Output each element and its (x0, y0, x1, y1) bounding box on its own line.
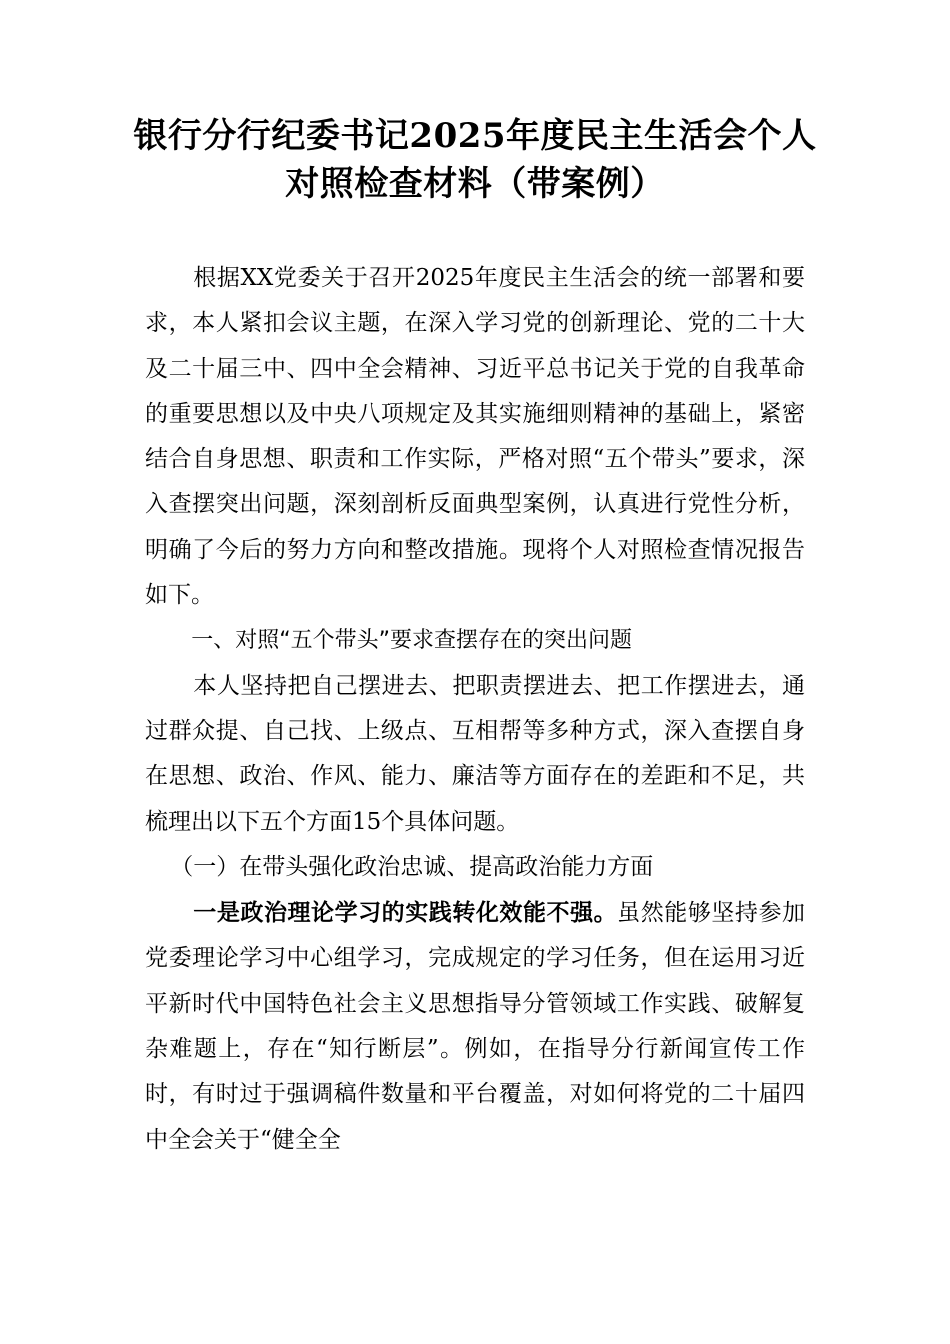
point-1-text: 虽然能够坚持参加党委理论学习中心组学习，完成规定的学习任务，但在运用习近平新时代中国特色社会主义思想指导分管领域工作实践、破解复杂难题上，存在“知行断层”。例如，在指导分行新闻宣传工作时，有时过于强调稿件数量和平台覆盖，对如何将党的二十届四中全会关于“健全全 (145, 900, 806, 1153)
intro-paragraph: 根据XX党委关于召开2025年度民主生活会的统一部署和要求，本人紧扣会议主题，在深入学习党的创新理论、党的二十大及二十届三中、四中全会精神、习近平总书记关于党的自我革命的重要思想以及中央八项规定及其实施细则精神的基础上，紧密结合自身思想、职责和工作实际，严格对照“五个带头”要求，深入查摆突出问题，深刻剖析反面典型案例，认真进行党性分析，明确了今后的努力方向和整改措施。现将个人对照检查情况报告如下。 (145, 265, 805, 609)
point-1-lead: 一是政治理论学习的实践转化效能不强。 (193, 899, 618, 927)
subsection-heading-1: （一）在带头强化政治忠诚、提高政治能力方面 (170, 853, 654, 880)
section-heading-1: 一、对照“五个带头”要求查摆存在的突出问题 (191, 628, 632, 654)
point-1-paragraph (145, 890, 805, 1163)
document-title: 银行分行纪委书记2025年度民主生活会个人对照检查材料（带案例） (133, 116, 817, 204)
document-body (145, 256, 805, 1163)
section-1-paragraph: 本人坚持把自己摆进去、把职责摆进去、把工作摆进去，通过群众提、自己找、上级点、互相帮等多种方式，深入查摆自身在思想、政治、作风、能力、廉洁等方面存在的差距和不足，共梳理出以下五个方面15个具体问题。 (145, 672, 805, 835)
